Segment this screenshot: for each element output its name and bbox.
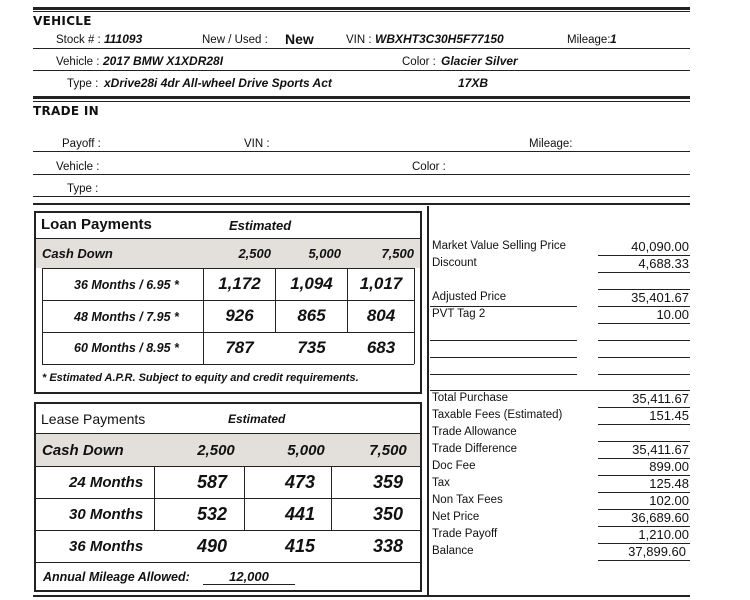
trade-payoff-value: 1,210.00: [638, 527, 689, 542]
loan-cell: 865: [297, 306, 326, 325]
lease-cell: 490: [196, 536, 228, 556]
loan-cash-down-1: 2,500: [238, 246, 271, 261]
new-used-label: New / Used :: [202, 34, 268, 46]
lease-cell: 350: [372, 504, 404, 524]
mileage-label: Mileage:: [567, 34, 611, 46]
model-code-value: 17XB: [458, 76, 489, 90]
lease-cell: 338: [372, 536, 404, 556]
trade-difference-value: 35,411.67: [632, 442, 689, 457]
lease-cell: 359: [372, 472, 404, 492]
bottom-rule: [33, 595, 690, 597]
lease-cash-down-3: 7,500: [369, 442, 407, 459]
loan-cell: 1,017: [359, 274, 403, 293]
vehicle-label: Vehicle :: [56, 56, 100, 68]
loan-cell: 735: [297, 338, 326, 357]
net-price-value: 36,689.60: [631, 510, 689, 525]
rule: [430, 357, 577, 358]
adjusted-price-value: 35,401.67: [631, 290, 689, 305]
lease-cell: 587: [196, 472, 228, 492]
net-price-label: Net Price: [432, 511, 480, 523]
tax-label: Tax: [432, 477, 450, 489]
color-label: Color :: [402, 56, 436, 68]
loan-grid-bottom: [42, 364, 414, 365]
trade-row3-rule: [33, 196, 690, 197]
discount-label: Discount: [432, 257, 477, 269]
loan-cell: 1,094: [290, 274, 333, 293]
rule: [598, 357, 690, 358]
vehicle-value: 2017 BMW X1XDR28I: [103, 54, 224, 68]
rule: [598, 272, 690, 273]
stock-label: Stock # :: [56, 34, 101, 46]
lease-grid-row2: [36, 530, 420, 531]
rule: [430, 340, 577, 341]
loan-cash-down-label: Cash Down: [42, 246, 113, 261]
rule: [598, 323, 690, 324]
annual-mileage-label: Annual Mileage Allowed:: [43, 570, 190, 584]
lease-payments-box: [34, 402, 422, 592]
lease-grid-bottom: [36, 562, 420, 563]
market-value: 40,090.00: [631, 239, 689, 254]
loan-grid-right: [414, 268, 415, 364]
rule: [598, 340, 690, 341]
loan-cash-down-2: 5,000: [308, 246, 341, 261]
lease-row-label: 36 Months: [69, 538, 144, 555]
trade-row2-rule: [33, 174, 690, 175]
vin-label: VIN :: [346, 34, 372, 46]
lease-cash-down-label: Cash Down: [42, 442, 124, 459]
loan-grid-row1: [42, 300, 414, 301]
trade-row1-rule: [33, 151, 690, 152]
taxable-fees-label: Taxable Fees (Estimated): [432, 409, 563, 421]
vin-value: WBXHT3C30H5F77150: [375, 32, 504, 46]
rule: [430, 306, 577, 307]
lease-estimated-label: Estimated: [228, 412, 286, 426]
annual-mileage-value: 12,000: [229, 569, 269, 584]
loan-cell: 804: [366, 306, 396, 325]
loan-cell: 787: [225, 338, 254, 357]
rule: [598, 560, 690, 561]
loan-grid-row2: [42, 332, 414, 333]
trade-difference-label: Trade Difference: [432, 443, 518, 455]
loan-grid-top: [42, 268, 414, 269]
loan-row-label: 36 Months / 6.95 *: [74, 278, 179, 292]
trade-payoff-label: Payoff :: [62, 138, 101, 150]
total-purchase-value: 35,411.67: [632, 391, 689, 406]
tax-value: 125.48: [649, 476, 689, 491]
vehicle-bottom-rule-thick: [33, 96, 690, 99]
lease-grid-row1: [36, 498, 420, 499]
lease-cash-down-2: 5,000: [287, 442, 325, 459]
lease-payments-title: Lease Payments: [41, 411, 146, 427]
loan-row-label: 60 Months / 8.95 *: [74, 341, 179, 355]
top-rule-thin: [33, 11, 690, 12]
lease-row-label: 24 Months: [69, 474, 144, 491]
color-value: Glacier Silver: [441, 54, 518, 68]
top-rule-thick: [33, 7, 690, 10]
total-purchase-label: Total Purchase: [432, 392, 509, 404]
trade-vin-label: VIN :: [244, 138, 270, 150]
non-tax-fees-label: Non Tax Fees: [432, 494, 503, 506]
trade-mileage-label: Mileage:: [529, 138, 573, 150]
new-used-value: New: [285, 31, 314, 47]
trade-vehicle-label: Vehicle :: [56, 161, 100, 173]
mileage-value: 1: [610, 32, 617, 46]
taxable-fees-value: 151.45: [649, 408, 689, 423]
loan-cell: 926: [225, 306, 254, 325]
vehicle-row2-rule: [33, 70, 690, 71]
loan-estimated-label: Estimated: [229, 218, 292, 233]
loan-grid-left: [42, 268, 43, 364]
doc-fee-value: 899.00: [649, 459, 689, 474]
trade-allowance-label: Trade Allowance: [432, 426, 517, 438]
stock-value: 111093: [104, 32, 143, 46]
doc-fee-label: Doc Fee: [432, 460, 476, 472]
pvt-tag-label: PVT Tag 2: [432, 308, 486, 320]
lease-cash-down-1: 2,500: [197, 442, 235, 459]
adjusted-price-label: Adjusted Price: [432, 291, 507, 303]
lease-grid-top: [36, 466, 420, 467]
trade-in-section-header: TRADE IN: [33, 104, 99, 118]
lease-cell: 415: [284, 536, 316, 556]
trade-color-label: Color :: [412, 161, 446, 173]
rule: [598, 374, 690, 375]
discount-value: 4,688.33: [638, 256, 689, 271]
market-value-label: Market Value Selling Price: [432, 240, 567, 252]
lease-row-label: 30 Months: [69, 506, 144, 523]
type-label: Type :: [67, 78, 99, 90]
loan-row-label: 48 Months / 7.95 *: [74, 310, 179, 324]
vehicle-row1-rule: [33, 48, 690, 49]
balance-label: Balance: [432, 545, 474, 557]
trade-type-label: Type :: [67, 183, 99, 195]
lease-cell: 441: [284, 504, 316, 524]
loan-cell: 1,172: [218, 274, 261, 293]
loan-footnote: * Estimated A.P.R. Subject to equity and credit requirements.: [42, 372, 359, 384]
trade-bottom-rule: [33, 203, 690, 205]
loan-cell: 683: [366, 338, 396, 357]
pricing-divider: [427, 206, 429, 596]
loan-payments-title: Loan Payments: [41, 216, 152, 233]
pvt-tag-value: 10.00: [656, 307, 689, 322]
non-tax-fees-value: 102.00: [649, 493, 689, 508]
loan-cash-down-3: 7,500: [381, 246, 414, 261]
lease-cell: 473: [284, 472, 316, 492]
rule: [430, 374, 577, 375]
annual-mileage-underline: [203, 584, 295, 585]
type-value: xDrive28i 4dr All-wheel Drive Sports Act: [104, 76, 332, 90]
trade-payoff-label: Trade Payoff: [432, 528, 498, 540]
lease-cell: 532: [196, 504, 228, 524]
rule: [598, 424, 690, 425]
balance-value: 37,899.60: [628, 544, 686, 559]
vehicle-section-header: VEHICLE: [33, 14, 92, 28]
vehicle-bottom-rule-thin: [33, 101, 690, 102]
